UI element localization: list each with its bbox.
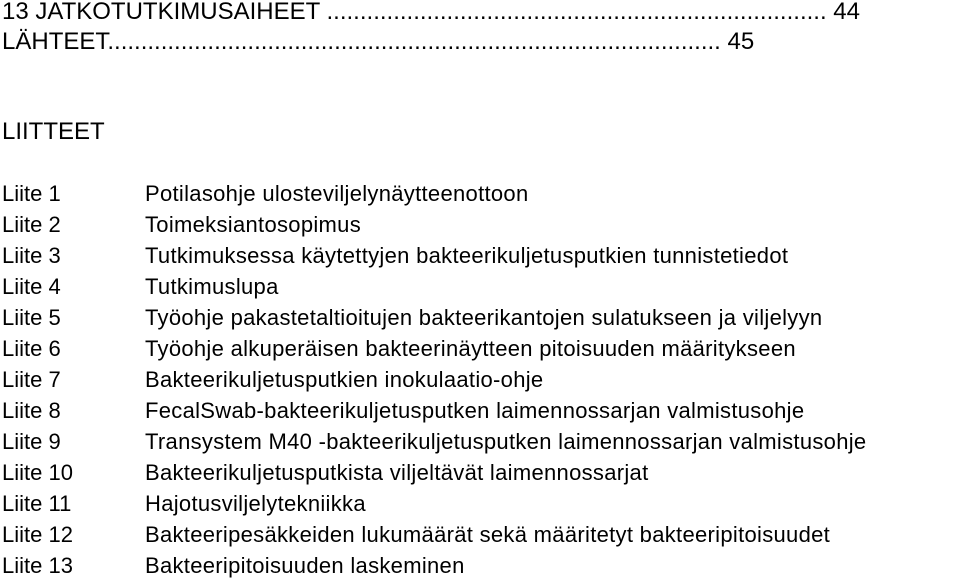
- toc-entry-page-number: 45: [720, 28, 755, 55]
- appendix-title: Toimeksiantosopimus: [145, 212, 362, 237]
- appendix-row[interactable]: [0, 302, 960, 333]
- appendix-row[interactable]: [0, 488, 960, 519]
- appendix-title: Tutkimuksessa käytettyjen bakteerikuljetusputkien tunnistetiedot: [145, 243, 789, 268]
- appendix-label: Liite 7: [2, 367, 61, 392]
- appendix-title: Potilasohje ulosteviljelynäytteenottoon: [145, 181, 529, 206]
- appendices-heading: LIITTEET: [2, 118, 105, 145]
- appendix-row[interactable]: [0, 333, 960, 364]
- appendix-row[interactable]: [0, 209, 960, 240]
- appendix-row[interactable]: [0, 271, 960, 302]
- appendix-row[interactable]: [0, 240, 960, 271]
- appendix-title: Transystem M40 -bakteerikuljetusputken laimennossarjan valmistusohje: [145, 429, 867, 454]
- appendix-row[interactable]: [0, 457, 960, 488]
- appendix-title: Työohje pakastetaltioitujen bakteerikantojen sulatukseen ja viljelyyn: [145, 305, 823, 330]
- toc-entry-page-number: 44: [826, 0, 860, 25]
- toc-entry-leader-dots: ............................................................................................: [107, 28, 721, 55]
- appendix-label: Liite 12: [2, 522, 73, 547]
- appendix-label: Liite 8: [2, 398, 61, 423]
- toc-entry-title: 13 JATKOTUTKIMUSAIHEET: [2, 0, 320, 25]
- appendix-list: [0, 178, 960, 581]
- appendix-row[interactable]: [0, 426, 960, 457]
- toc-entry-title: LÄHTEET: [2, 28, 108, 55]
- appendix-row[interactable]: [0, 519, 960, 550]
- appendix-row[interactable]: [0, 550, 960, 581]
- appendix-title: Bakteeripitoisuuden laskeminen: [145, 553, 465, 578]
- appendix-title: FecalSwab-bakteerikuljetusputken laimennossarjan valmistusohje: [145, 398, 805, 423]
- appendix-row[interactable]: [0, 395, 960, 426]
- toc-entry-leader-dots: ...........................................................................: [319, 0, 827, 25]
- appendix-title: Bakteerikuljetusputkista viljeltävät laimennossarjat: [145, 460, 649, 485]
- appendix-label: Liite 11: [2, 491, 72, 516]
- appendix-label: Liite 13: [2, 553, 73, 578]
- appendix-label: Liite 1: [2, 181, 61, 206]
- appendix-label: Liite 4: [2, 274, 61, 299]
- appendix-row[interactable]: [0, 364, 960, 395]
- appendix-label: Liite 3: [2, 243, 61, 268]
- appendix-row[interactable]: [0, 178, 960, 209]
- appendix-label: Liite 9: [2, 429, 61, 454]
- toc-entry-jatkotutkimusaiheet[interactable]: [2, 0, 860, 27]
- appendix-label: Liite 10: [2, 460, 73, 485]
- appendix-label: Liite 6: [2, 336, 61, 361]
- toc-entry-lahteet[interactable]: [2, 27, 754, 57]
- appendix-title: Hajotusviljelytekniikka: [145, 491, 366, 516]
- appendix-title: Bakteeripesäkkeiden lukumäärät sekä määritetyt bakteeripitoisuudet: [145, 522, 831, 547]
- appendix-title: Bakteerikuljetusputkien inokulaatio-ohje: [145, 367, 544, 392]
- appendix-label: Liite 2: [2, 212, 61, 237]
- appendix-label: Liite 5: [2, 305, 61, 330]
- appendix-title: Työohje alkuperäisen bakteerinäytteen pitoisuuden määritykseen: [145, 336, 796, 361]
- appendix-title: Tutkimuslupa: [145, 274, 279, 299]
